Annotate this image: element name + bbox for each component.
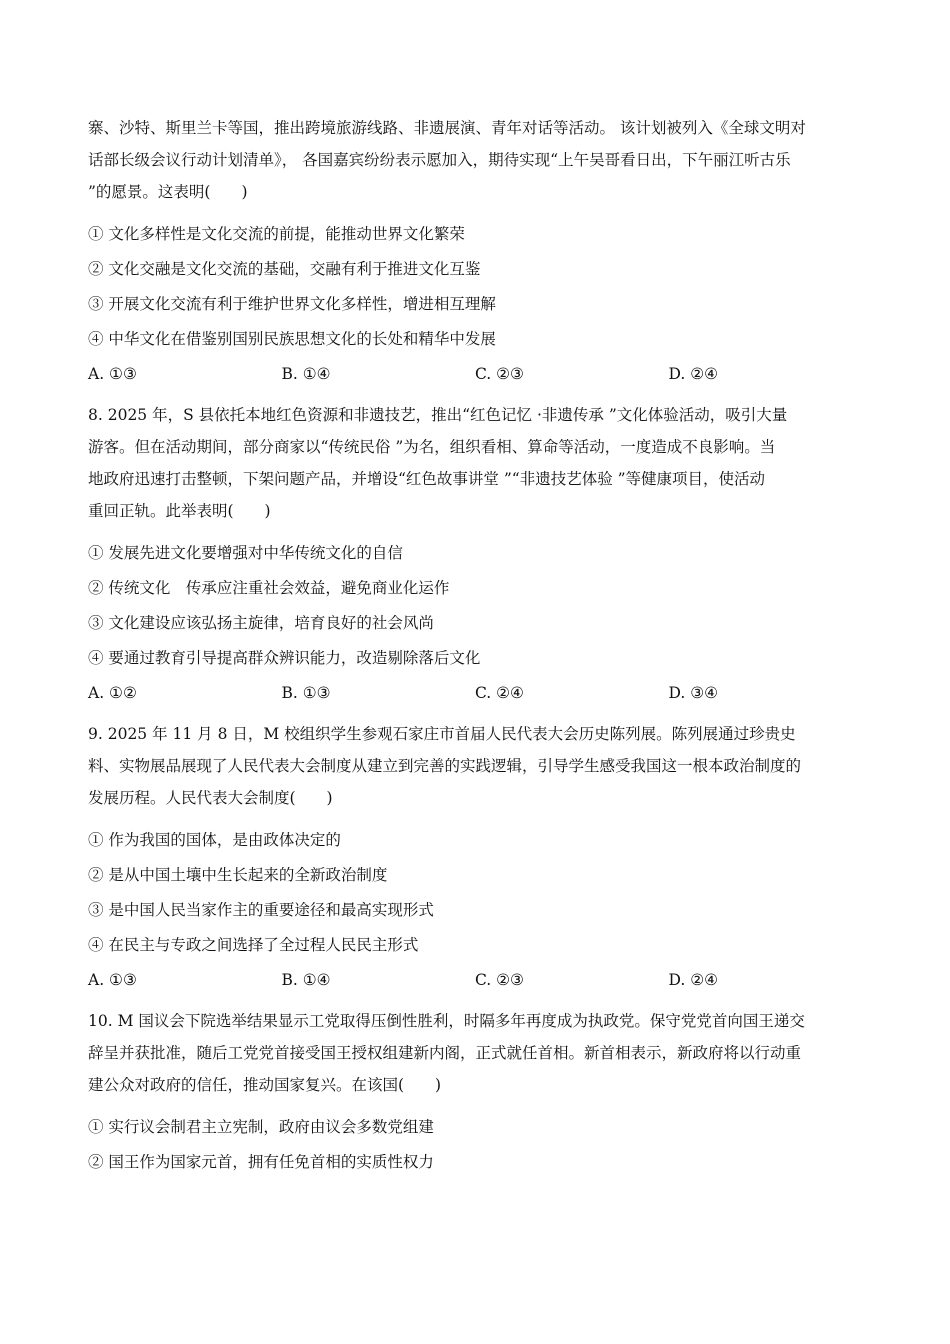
choice-c: C. ②③ [475, 970, 524, 989]
option-1: ① 作为我国的国体，是由政体决定的 [88, 830, 341, 849]
option-3: ③ 是中国人民当家作主的重要途径和最高实现形式 [88, 900, 434, 919]
option-4: ④ 中华文化在借鉴别国别民族思想文化的长处和精华中发展 [88, 329, 496, 348]
option-4: ④ 在民主与专政之间选择了全过程人民民主形式 [88, 935, 419, 954]
stem-line: 10. M 国议会下院选举结果显示工党取得压倒性胜利，时隔多年再度成为执政党。保守党党首向国王递交 [88, 1012, 805, 1030]
stem-line: 8. 2025 年，S 县依托本地红色资源和非遗技艺，推出“红色记忆 ·非遗传承 ”文化体验活动，吸引大量 [88, 406, 788, 424]
question-10 [88, 1005, 862, 1179]
option-2: ② 国王作为国家元首，拥有任免首相的实质性权力 [88, 1152, 434, 1171]
choice-d: D. ②④ [668, 970, 719, 989]
answer-choices [88, 962, 862, 997]
option-2: ② 是从中国土壤中生长起来的全新政治制度 [88, 865, 388, 884]
question-9 [88, 718, 862, 997]
stem-line: 话部长级会议行动计划清单》， 各国嘉宾纷纷表示愿加入，期待实现“上午吴哥看日出，下午丽江听古乐 [88, 151, 791, 169]
stem-line: 建公众对政府的信任，推动国家复兴。在该国( ) [88, 1076, 442, 1094]
choice-c: C. ②④ [475, 683, 524, 702]
stem-line: 料、实物展品展现了人民代表大会制度从建立到完善的实践逻辑，引导学生感受我国这一根本政治制度的 [88, 757, 802, 775]
answer-choices [88, 675, 862, 710]
choice-d: D. ③④ [668, 683, 719, 702]
choice-b: B. ①④ [281, 970, 331, 989]
question-7-stem [88, 112, 862, 208]
choice-b: B. ①④ [281, 364, 331, 383]
option-2: ② 文化交融是文化交流的基础，交融有利于推进文化互鉴 [88, 259, 481, 278]
choice-a: A. ①③ [88, 364, 137, 383]
stem-line: ”的愿景。这表明( ) [88, 183, 248, 201]
choice-c: C. ②③ [475, 364, 524, 383]
answer-choices [88, 356, 862, 391]
option-2: ② 传统文化 传承应注重社会效益，避免商业化运作 [88, 578, 450, 597]
document-page [88, 112, 862, 1179]
option-1: ① 实行议会制君主立宪制，政府由议会多数党组建 [88, 1117, 434, 1136]
option-3: ③ 开展文化交流有利于维护世界文化多样性，增进相互理解 [88, 294, 496, 313]
question-7 [88, 112, 862, 391]
option-4: ④ 要通过教育引导提高群众辨识能力，改造剔除落后文化 [88, 648, 481, 667]
option-3: ③ 文化建设应该弘扬主旋律，培育良好的社会风尚 [88, 613, 434, 632]
question-10-stem [88, 1005, 862, 1101]
question-9-stem [88, 718, 862, 814]
option-1: ① 文化多样性是文化交流的前提，能推动世界文化繁荣 [88, 224, 465, 243]
stem-line: 辞呈并获批准，随后工党党首接受国王授权组建新内阁，正式就任首相。新首相表示，新政府将以行动重 [88, 1044, 802, 1062]
choice-b: B. ①③ [281, 683, 331, 702]
stem-line: 游客。但在活动期间，部分商家以“传统民俗 ”为名，组织看相、算命等活动，一度造成不良影响。当 [88, 438, 776, 456]
choice-d: D. ②④ [668, 364, 719, 383]
stem-line: 重回正轨。此举表明( ) [88, 502, 271, 520]
choice-a: A. ①③ [88, 970, 137, 989]
stem-line: 寨、沙特、斯里兰卡等国，推出跨境旅游线路、非遗展演、青年对话等活动。 该计划被列入《全球文明对 [88, 119, 806, 137]
stem-line: 9. 2025 年 11 月 8 日，M 校组织学生参观石家庄市首届人民代表大会历史陈列展。陈列展通过珍贵史 [88, 725, 796, 743]
question-8 [88, 399, 862, 710]
question-8-stem [88, 399, 862, 527]
option-1: ① 发展先进文化要增强对中华传统文化的自信 [88, 543, 403, 562]
stem-line: 发展历程。人民代表大会制度( ) [88, 789, 333, 807]
stem-line: 地政府迅速打击整顿，下架问题产品，并增设“红色故事讲堂 ”“非遗技艺体验 ”等健康项目，使活动 [88, 470, 766, 488]
choice-a: A. ①② [88, 683, 137, 702]
